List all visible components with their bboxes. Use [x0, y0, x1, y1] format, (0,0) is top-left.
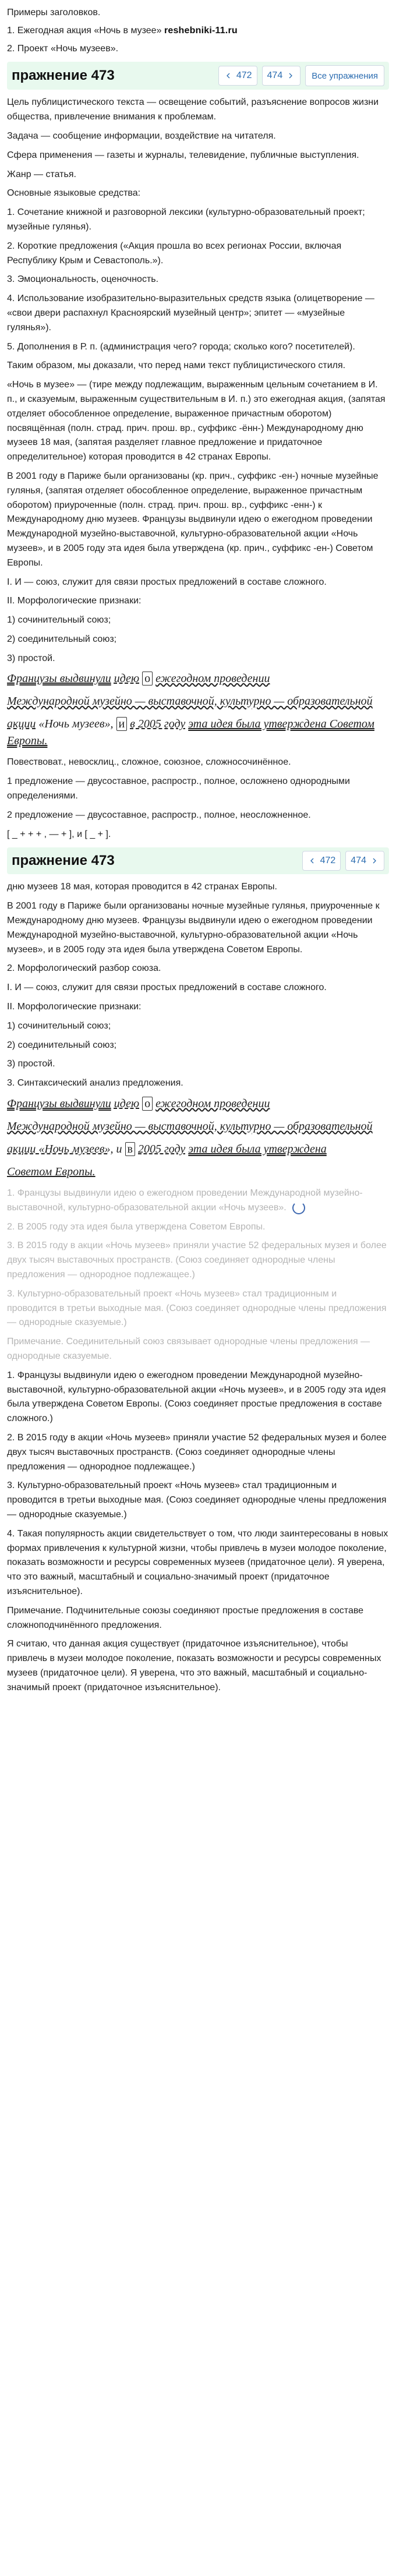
watermark: reshebniki-11.ru [164, 25, 238, 36]
scheme-line: Французы выдвинули идею о ежегодном проведении [7, 672, 270, 685]
analysis-line: Сфера применения — газеты и журналы, телевидение, публичные выступления. [7, 150, 359, 160]
faded-section [7, 1186, 389, 1364]
all-exercises-button[interactable]: Все упражнения [305, 65, 384, 86]
intro-line: I. И — союз, служит для связи простых предложений в составе сложного. [7, 983, 327, 993]
scheme-line: Французы выдвинули идею о ежегодном проведении [7, 1097, 270, 1111]
exercise-header-2 [7, 847, 389, 874]
scheme-line: Международной музейно — выставочной, культурно — образовательной [7, 695, 373, 708]
analysis-line: 3. Эмоциональность, оценочность. [7, 274, 159, 285]
final-line: 2. В 2015 году в акции «Ночь музеев» приняли участие 52 федеральных музея и более двух тысяч выставочных пространств. (Союз соединяет однородные члены предложения — однородное подлежащее.) [7, 1432, 387, 1472]
top-section [7, 6, 389, 56]
faded-line: 3. В 2015 году в акции «Ночь музеев» приняли участие 52 федеральных музея и более двух тысяч выставочных пространств. (Союз соединяет однородные члены предложения — однородное подлежащее.) [7, 1241, 387, 1280]
morph-line: I. И — союз, служит для связи простых предложений в составе сложного. [7, 577, 327, 587]
faded-line: Примечание. Соединительный союз связывает однородные члены предложения — однородные сказуемые. [7, 1337, 370, 1361]
intro-line: В 2001 году в Париже были организованы ночные музейные гулянья, приуроченные к Международному дню музеев. Французы выдвинули идею о ежегодном проведении Международной музейно-выставочной, культурно-образовательной акции «Ночь музеев», и в 2005 году эта идея была утверждена Советом Европы. [7, 901, 380, 955]
arrow-left-icon [224, 71, 233, 80]
final-section [7, 1369, 389, 1695]
sentence-part: 2 предложение — двусоставное, распростр., полное, неосложненное. [7, 810, 311, 820]
scheme-line: акции «Ночь музеев», и в 2005 году эта идея была утверждена [7, 1143, 327, 1156]
final-line: 4. Такая популярность акции свидетельствует о том, что люди заинтересованы в новых формах привлечения к культурной жизни, чтобы привлечь в музеи молодое поколение, показать возможности и ресурсы современных музеев (придаточное цели). Я уверена, что это важный, масштабный и социально-значимый проект (придаточное изъяснительное). [7, 1528, 388, 1596]
prev-exercise-button[interactable]: 472 [218, 66, 257, 86]
sentence-scheme [7, 670, 389, 842]
intro-line: 3. Синтаксический анализ предложения. [7, 1078, 183, 1089]
sentence-formula: [ _ + + + , — + ], и [ _ + ]. [7, 829, 111, 839]
analysis-line: Цель публицистического текста — освещение событий, разъяснение вопросов жизни общества, привлечение внимания к проблемам. [7, 97, 379, 122]
exercise-title-2: пражнение 473 [12, 853, 115, 869]
analysis-line: Задача — сообщение информации, воздействие на читателя. [7, 130, 276, 141]
morph-section [7, 378, 389, 666]
scheme-line: Советом Европы. [7, 1165, 96, 1179]
final-line: Примечание. Подчинительные союзы соединяют простые предложения в составе сложноподчинённого предложения. [7, 1605, 364, 1630]
analysis-line: 5. Дополнения в Р. п. (администрация чего? города; сколько кого? посетителей). [7, 341, 355, 352]
final-line: 3. Культурно-образовательный проект «Ночь музеев» стал традиционным и проводится в третьи выходные мая. (Союз соединяет однородные члены предложения — однородные сказуемые.) [7, 1480, 387, 1520]
faded-line: 3. Культурно-образовательный проект «Ночь музеев» стал традиционным и проводится в третьи выходные мая. (Союз соединяет однородные члены предложения — однородные сказуемые.) [7, 1288, 387, 1328]
prev-exercise-button-2[interactable]: 472 [302, 851, 341, 871]
morph-line: 3) простой. [7, 653, 55, 663]
faded-line: 1. Французы выдвинули идею о ежегодном проведении Международной музейно-выставочной, культурно-образовательной акции «Ночь музеев». [7, 1186, 389, 1215]
analysis-line: Жанр — статья. [7, 169, 76, 179]
morph-line: В 2001 году в Париже были организованы (кр. прич., суффикс -ен-) ночные музейные гулянья, (запятая отделяет обособленное определение, выраженное причастным оборотом) приуроченные (полн. страд. прич. прош. вр., суффикс -енн-) к Международному дню музеев. Французы выдвинули идею о ежегодном проведении Международной музейно-выставочной, культурно-образовательной акции «Ночь музеев», и в 2005 году эта идея была утверждена (кр. прич., суффикс -ен-) Советом Европы. [7, 471, 379, 568]
morph-line: 1) сочинительный союз; [7, 615, 111, 626]
scheme-line: акции «Ночь музеев», и в 2005 году эта идея была утверждена Советом Европы. [7, 718, 374, 748]
top-item: Примеры заголовков. [7, 8, 101, 17]
sentence-type: Повествоват., невосклиц., сложное, союзное, сложносочинённое. [7, 757, 291, 768]
top-item: 1. Ежегодная акция «Ночь в музее» reshebniki-11.ru [7, 25, 238, 36]
second-intro-section [7, 880, 389, 1091]
intro-line: 2) соединительный союз; [7, 1040, 117, 1050]
loading-spinner-icon [292, 1202, 305, 1214]
morph-line: «Ночь в музее» — (тире между подлежащим, выраженным цельным сочетанием в И. п., и сказуемым, выраженным существительным в И. п.) это ежегодная акция, (запятая отделяет обособленное определение, выраженное причастным оборотом) посвящённая (полн. страд. прич. прош. вр., суффикс -ённ-) Международному дню музеев 18 мая, (запятая разделяет главное предложение и придаточное определительное) которая проводится в 42 странах Европы. [7, 380, 386, 462]
exercise-title: пражнение 473 [12, 68, 115, 84]
intro-line: дню музеев 18 мая, которая проводится в 42 странах Европы. [7, 882, 277, 892]
exercise-header [7, 62, 389, 90]
sentence-part: 1 предложение — двусоставное, распростр., полное, осложнено однородными определениями. [7, 776, 350, 801]
next-exercise-button-2[interactable]: 474 [345, 851, 384, 871]
exercise-nav [218, 65, 384, 86]
arrow-right-icon [370, 856, 379, 865]
top-item: 2. Проект «Ночь музеев». [7, 43, 119, 54]
analysis-line: 1. Сочетание книжной и разговорной лексики (культурно-образовательный проект; музейные гулянья). [7, 207, 365, 232]
analysis-line: 2. Короткие предложения («Акция прошла во всех регионах России, включая Республику Крым и Севастополь.»). [7, 241, 342, 266]
morph-line: II. Морфологические признаки: [7, 596, 142, 606]
sentence-scheme-2 [7, 1096, 389, 1181]
intro-line: II. Морфологические признаки: [7, 1002, 142, 1012]
intro-line: 1) сочинительный союз; [7, 1020, 111, 1031]
next-exercise-button[interactable]: 474 [262, 66, 301, 86]
analysis-section [7, 96, 389, 373]
arrow-right-icon [286, 71, 295, 80]
final-line: 1. Французы выдвинули идею о ежегодном проведении Международной музейно-выставочной, культурно-образовательной акции «Ночь музеев», и в 2005 году эта идея была утверждена Советом Европы. (Союз соединяет простые предложения в составе сложного.) [7, 1370, 386, 1424]
faded-line: 2. В 2005 году эта идея была утверждена Советом Европы. [7, 1221, 266, 1232]
analysis-line: Таким образом, мы доказали, что перед нами текст публицистического стиля. [7, 361, 346, 371]
intro-line: 2. Морфологический разбор союза. [7, 963, 161, 974]
final-line: Я считаю, что данная акция существует (придаточное изъяснительное), чтобы привлечь в музеи молодое поколение, показать возможности и ресурсы современных музеев (придаточное цели). Я уверена, что это важный, масштабный и социально-значимый проект (придаточное изъяснительное). [7, 1639, 381, 1692]
exercise-nav-2 [302, 851, 384, 871]
analysis-line: 4. Использование изобразительно-выразительных средств языка (олицетворение — «свои двери распахнул Красноярский музейный центр»; эпитет — «музейные гулянья»). [7, 294, 374, 333]
arrow-left-icon [307, 856, 317, 865]
analysis-line: Основные языковые средства: [7, 188, 141, 199]
scheme-line: Международной музейно — выставочной, культурно — образовательной [7, 1120, 373, 1133]
morph-line: 2) соединительный союз; [7, 634, 117, 644]
intro-line: 3) простой. [7, 1059, 55, 1069]
